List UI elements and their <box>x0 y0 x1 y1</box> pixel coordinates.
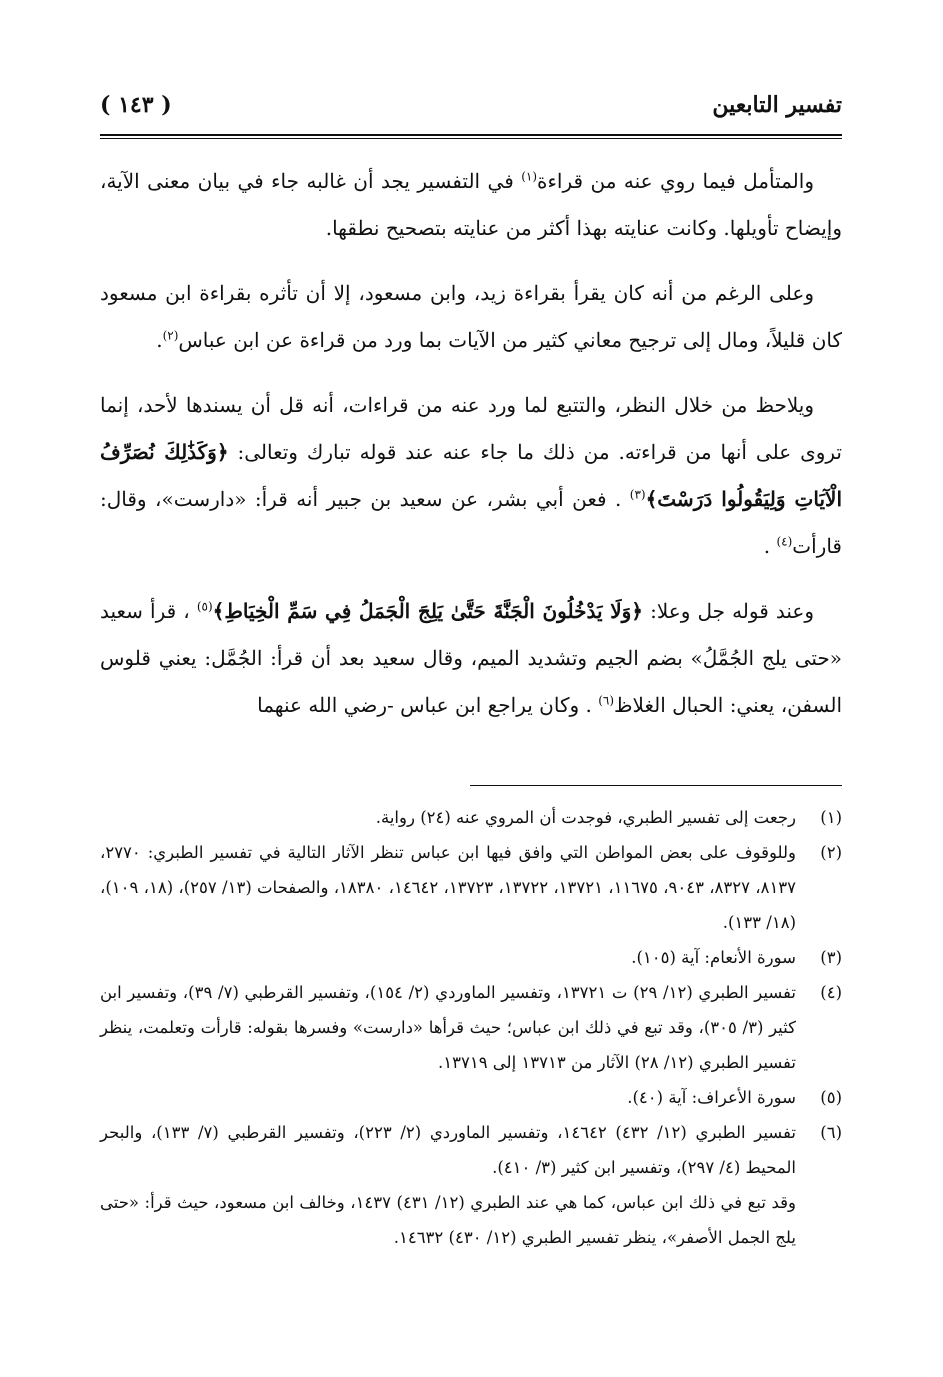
paragraph-4 <box>100 588 842 729</box>
paragraph-2 <box>100 270 842 364</box>
footnote-3 <box>100 940 842 975</box>
paragraph-text: ، قرأ سعيد «حتى يلج الجُمَّلُ» بضم الجيم وتشديد الميم، وقال سعيد بعد أن قرأ: الجُمَّل: يعني قلوس السفن، يعني: الحبال الغلاظ <box>100 599 842 717</box>
paragraph-text: في التفسير يجد أن غالبه جاء في بيان معنى الآية، وإيضاح تأويلها. وكانت عنايته بهذا أكثر من عنايته بتصحيح نطقها. <box>100 169 842 240</box>
footnote-text: سورة الأعراف: آية (٤٠). <box>627 1088 796 1107</box>
footnote-number: (٢) <box>820 843 842 862</box>
footnote-text: تفسير الطبري (١٢/ ٤٣٢) ١٤٦٤٢، وتفسير الماوردي (٢/ ٢٢٣)، وتفسير القرطبي (٧/ ١٣٣)، والبحر المحيط (٤/ ٢٩٧)، وتفسير ابن كثير (٣/ ٤١٠). <box>100 1123 796 1177</box>
paragraph-text: والمتأمل فيما روي عنه من قراءة <box>537 169 814 193</box>
page-number: ( ١٤٣ ) <box>100 92 172 118</box>
footnote-5 <box>100 1080 842 1115</box>
footnote-marker: (١) <box>521 169 538 184</box>
footnote-1 <box>100 800 842 835</box>
footnote-number: (٦) <box>820 1123 842 1142</box>
paragraph-3 <box>100 382 842 570</box>
footnotes <box>100 800 842 1255</box>
page-header <box>100 92 842 132</box>
footnote-number: (١) <box>820 808 842 827</box>
footnote-2 <box>100 835 842 940</box>
footnote-marker: (٣) <box>629 487 646 502</box>
footnote-marker: (٢) <box>162 328 179 343</box>
footnote-number: (٥) <box>820 1088 842 1107</box>
header-rule <box>100 134 842 139</box>
quran-verse: ﴿وَلَا يَدْخُلُونَ الْجَنَّةَ حَتَّىٰ يَلِجَ الْجَمَلُ فِي سَمِّ الْخِيَاطِ﴾ <box>212 599 644 623</box>
paragraph-text: وعند قوله جل وعلا: <box>643 599 814 623</box>
paragraph-text: . <box>156 328 163 352</box>
footnote-6-continuation: وقد تبع في ذلك ابن عباس، كما هي عند الطبري (١٢/ ٤٣١) ١٤٣٧، وخالف ابن مسعود، حيث قرأ: «حتى يلج الجمل الأصفر»، ينظر تفسير الطبري (١٢/ ٤٣٠) ١٤٦٣٢. <box>100 1193 797 1247</box>
footnote-text: سورة الأنعام: آية (١٠٥). <box>631 948 796 967</box>
paragraph-text: ويلاحظ من خلال النظر، والتتبع لما ورد عنه من قراءات، أنه قل أن يسندها لأحد، إنما تروى على أنها من قراءته. من ذلك ما جاء عنه عند قوله تبارك وتعالى: <box>100 393 842 464</box>
paragraph-1 <box>100 158 842 252</box>
footnote-number: (٣) <box>820 948 842 967</box>
footnote-marker: (٥) <box>196 599 213 614</box>
paragraph-text: وعلى الرغم من أنه كان يقرأ بقراءة زيد، وابن مسعود، إلا أن تأثره بقراءة ابن مسعود كان قليلاً، ومال إلى ترجيح معاني كثير من الآيات بما ورد من قراءة عن ابن عباس <box>100 281 842 352</box>
paragraph-text: . <box>763 534 777 558</box>
main-text <box>100 158 842 747</box>
footnote-number: (٤) <box>820 983 842 1002</box>
footnote-marker: (٤) <box>776 534 793 549</box>
footnote-4 <box>100 975 842 1080</box>
paragraph-text: . وكان يراجع ابن عباس -رضي الله عنهما <box>257 693 599 717</box>
footnote-marker: (٦) <box>598 693 615 708</box>
footnote-text: وللوقوف على بعض المواطن التي وافق فيها ابن عباس تنظر الآثار التالية في تفسير الطبري: ٢٧٧٠، ٨١٣٧، ٨٣٢٧، ٩٠٤٣، ١١٦٧٥، ١٣٧٢١، ١٣٧٢٢، ١٣٧٢٣، ١٤٦٤٢، ١٨٣٨٠، والصفحات (١٣/ ٢٥٧)، (١٨، ١٠٩)، (١٨/ ١٣٣). <box>100 843 797 932</box>
quran-verse: ﴿وَكَذَٰلِكَ نُصَرِّفُ الْآيَاتِ وَلِيَقُولُوا دَرَسْتَ﴾ <box>100 440 842 511</box>
paragraph-text: . فعن أبي بشر، عن سعيد بن جبير أنه قرأ: «دارست»، وقال: قارأت <box>100 487 842 558</box>
footnote-6 <box>100 1115 842 1185</box>
footnote-separator <box>470 785 842 786</box>
footnote-text: رجعت إلى تفسير الطبري، فوجدت أن المروي عنه (٢٤) رواية. <box>375 808 796 827</box>
footnote-text: تفسير الطبري (١٢/ ٢٩) ت ١٣٧٢١، وتفسير الماوردي (٢/ ١٥٤)، وتفسير القرطبي (٧/ ٣٩)، وتفسير ابن كثير (٣/ ٣٠٥)، وقد تبع في ذلك ابن عباس؛ حيث قرأها «دارست» وفسرها بقوله: قارأت وتعلمت، ينظر تفسير الطبري (١٢/ ٢٨) الآثار من ١٣٧١٣ إلى ١٣٧١٩. <box>100 983 796 1072</box>
running-title: تفسير التابعين <box>712 92 842 118</box>
